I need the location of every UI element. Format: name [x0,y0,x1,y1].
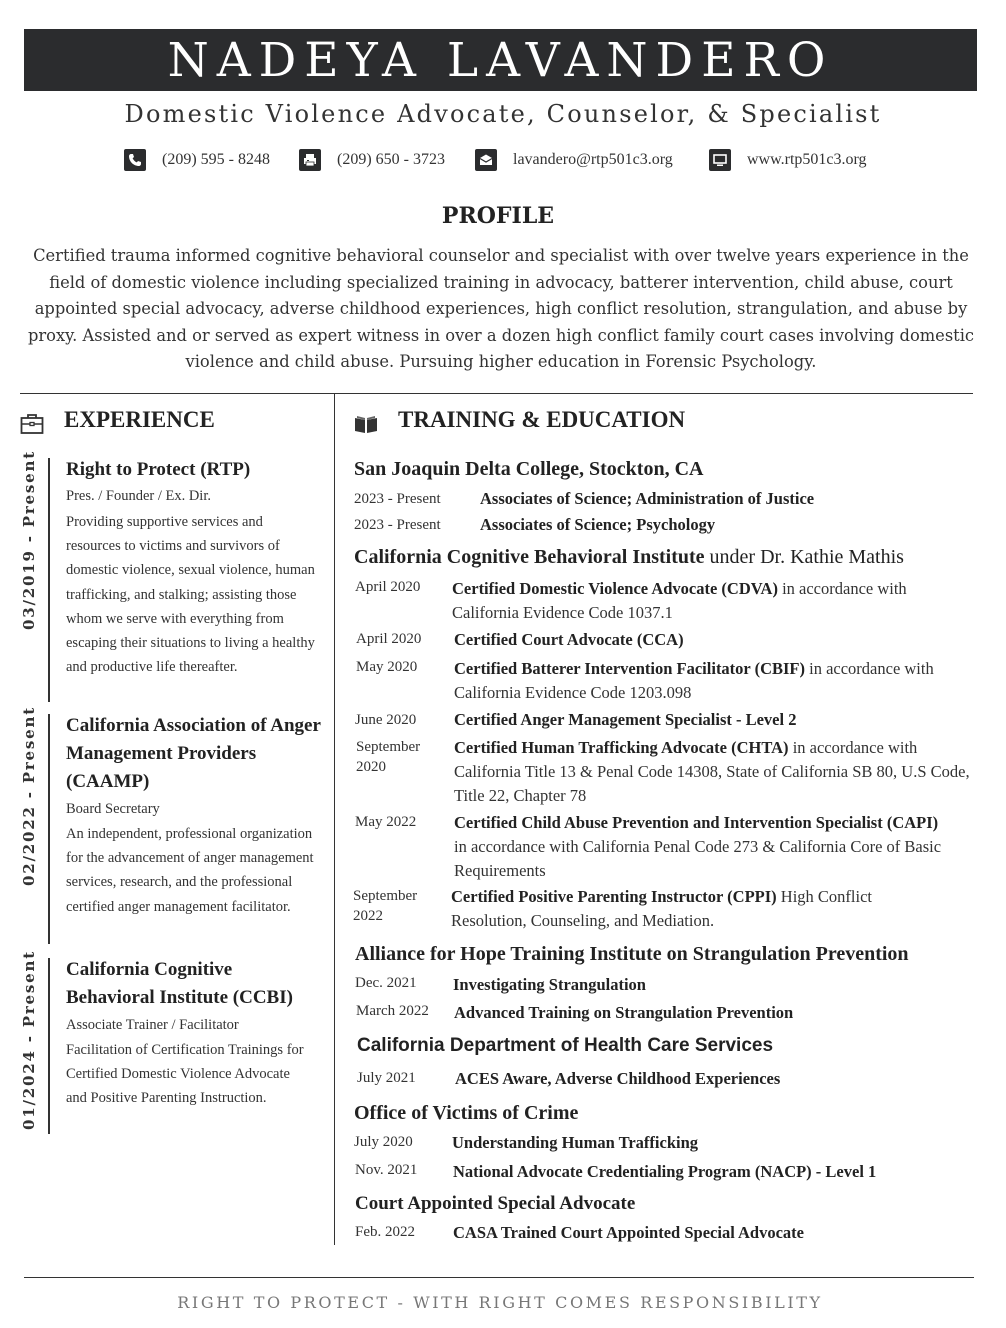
fax-icon [299,149,321,171]
entry-text: Certified Court Advocate (CCA) [454,630,684,649]
timeline-bar [48,714,50,944]
contact-website-text: www.rtp501c3.org [747,151,867,168]
footer-tagline: RIGHT TO PROTECT - WITH RIGHT COMES RESPONSIBILITY [177,1293,823,1312]
entry-date: Dec. 2021 [355,975,417,991]
entry-date: June 2020 [355,712,417,728]
experience-description: Facilitation of Certification Trainings for Certified Domestic Violence Advocate and Positive Parenting Instruction. [66,1042,304,1107]
experience-role: Pres. / Founder / Ex. Dir. [66,488,211,504]
entry-text: Associates of Science; Psychology [480,515,716,534]
contact-phone[interactable] [124,148,270,172]
entry-date: 2023 - Present [354,517,441,533]
timeline-bar [48,958,50,1134]
entry-date: 2023 - Present [354,491,441,507]
timeline-bar [48,458,50,702]
monitor-icon [709,149,731,171]
contact-phone-text: (209) 595 - 8248 [162,151,270,168]
institution-name: San Joaquin Delta College, Stockton, CA [354,458,704,480]
entry-date: March 2022 [356,1003,429,1019]
entry-text: Certified Anger Management Specialist - Level 2 [454,710,797,729]
experience-org: California Association of Anger Management Providers (CAAMP) [66,715,321,792]
entry-text: Certified Positive Parenting Instructor (CPPI) High Conflict Resolution, Counseling, and Mediation. [451,887,872,930]
entry-date: July 2020 [354,1134,413,1150]
entry-date: September 2020 [356,739,421,775]
entry-date: July 2021 [357,1070,416,1086]
profile-text: Certified trauma informed cognitive behavioral counselor and specialist with over twelve years experience in the field of domestic violence including specialized training in advocacy, batterer intervention, child abuse, court appointed special advocacy, adverse childhood experiences, high conflict resolution, strangulation, and abuse by proxy. Assisted and or served as expert witness in over a dozen high conflict family court cases involving domestic violence and child abuse. Pursuing higher education in Forensic Psychology. [27,246,975,372]
experience-description: Providing supportive services and resources to victims and survivors of domestic violence, sexual violence, human trafficking, and stalking; assisting those whom we serve with everything from escaping their situations to living a healthy and productive life thereafter. [66,514,315,676]
profile-heading: PROFILE [441,203,555,229]
experience-dates: 02/2022 - Present [20,706,38,886]
section-divider [20,393,973,394]
entry-date: April 2020 [356,631,422,647]
entry-text: Investigating Strangulation [453,975,646,994]
contact-email[interactable] [475,148,673,172]
entry-date: Feb. 2022 [355,1224,415,1240]
institution-name: California Cognitive Behavioral Institute under Dr. Kathie Mathis [354,546,904,568]
entry-text: Advanced Training on Strangulation Prevention [454,1003,794,1022]
entry-date: September 2022 [353,888,418,924]
candidate-name: NADEYA LAVANDERO [167,32,834,88]
entry-text: Certified Batterer Intervention Facilitator (CBIF) in accordance with California Evidence Code 1203.098 [454,659,934,702]
contact-email-text: lavandero@rtp501c3.org [513,151,673,168]
entry-date: May 2020 [356,659,418,675]
entry-text: Associates of Science; Administration of Justice [480,489,815,508]
contact-website[interactable] [709,148,867,172]
institution-name: Office of Victims of Crime [354,1102,579,1124]
entry-text: Certified Child Abuse Prevention and Intervention Specialist (CAPI) in accordance with California Penal Code 273 & California Core of Basic Requirements [454,813,942,880]
experience-heading: EXPERIENCE [64,407,215,432]
experience-org: California Cognitive Behavioral Institute (CCBI) [66,959,293,1008]
experience-dates: 03/2019 - Present [20,450,38,630]
entry-text: Understanding Human Trafficking [452,1133,699,1152]
footer-divider [24,1277,974,1278]
entry-date: April 2020 [355,579,421,595]
experience-dates: 01/2024 - Present [20,950,38,1130]
entry-date: Nov. 2021 [355,1162,418,1178]
institution-name: California Department of Health Care Services [357,1035,774,1056]
entry-text: ACES Aware, Adverse Childhood Experiences [455,1069,781,1088]
candidate-subtitle: Domestic Violence Advocate, Counselor, & Specialist [124,100,882,128]
envelope-icon [475,149,497,171]
phone-icon [124,149,146,171]
entry-text: Certified Domestic Violence Advocate (CDVA) in accordance with California Evidence Code 1037.1 [452,579,907,622]
training-heading: TRAINING & EDUCATION [398,407,686,432]
entry-date: May 2022 [355,814,417,830]
book-icon [354,414,378,439]
contact-fax[interactable] [299,148,445,172]
experience-role: Associate Trainer / Facilitator [66,1017,239,1033]
entry-text: Certified Human Trafficking Advocate (CHTA) in accordance with California Title 13 & Penal Code 14308, State of California SB 80, U.S Code, Title 22, Chapter 78 [454,738,970,805]
experience-description: An independent, professional organization for the advancement of anger management services, research, and the professional certified anger management facilitator. [66,826,314,915]
contact-fax-text: (209) 650 - 3723 [337,151,445,168]
institution-name: Court Appointed Special Advocate [355,1193,636,1214]
entry-text: CASA Trained Court Appointed Special Advocate [453,1223,804,1242]
experience-role: Board Secretary [66,801,160,817]
column-divider [334,393,335,1245]
name-banner [24,29,977,91]
experience-org: Right to Protect (RTP) [66,459,251,480]
entry-text: National Advocate Credentialing Program (NACP) - Level 1 [453,1162,877,1181]
briefcase-icon [20,412,44,441]
institution-name: Alliance for Hope Training Institute on Strangulation Prevention [355,943,909,965]
